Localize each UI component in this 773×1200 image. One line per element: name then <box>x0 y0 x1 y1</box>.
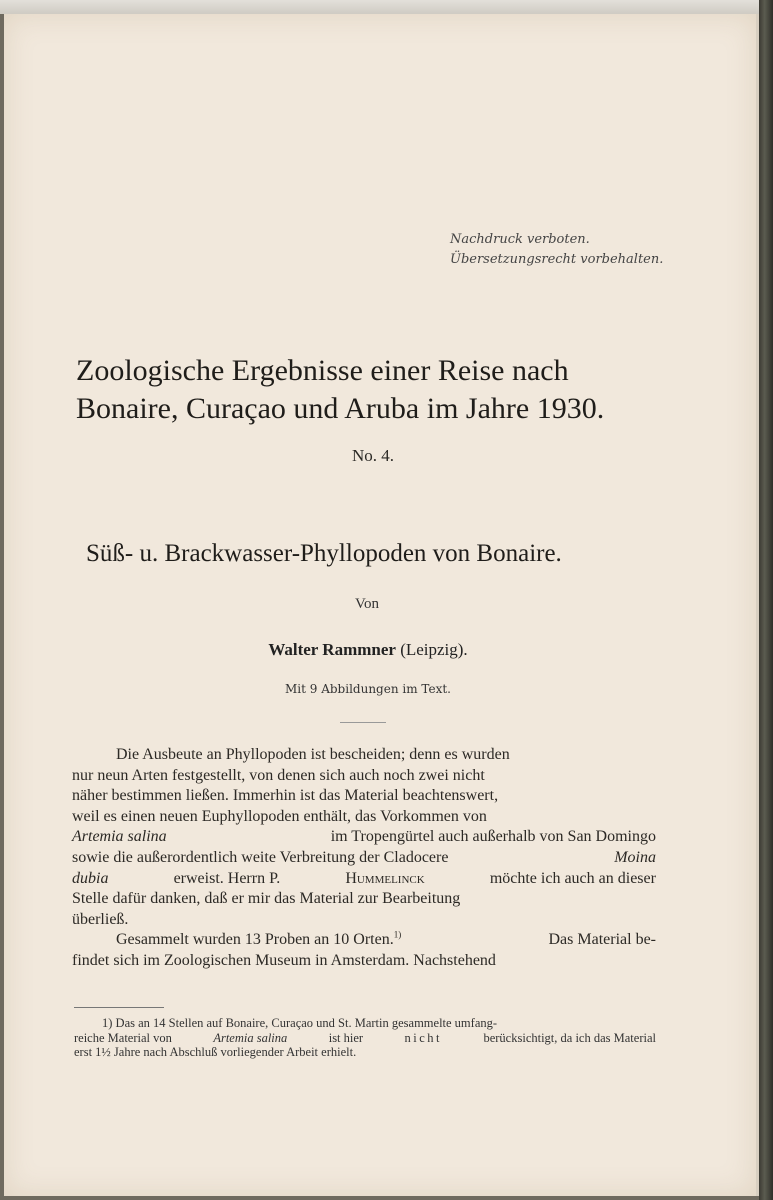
person-name: Hummelinck <box>345 869 425 887</box>
text-line: Stelle dafür danken, daß er mir das Material zur Bearbeitung <box>72 890 461 908</box>
text-fragment: reiche Material von <box>74 1030 172 1045</box>
text-fragment: möchte ich auch an dieser <box>489 869 656 887</box>
footnote-divider <box>74 1007 164 1008</box>
footnote-line: erst 1½ Jahre nach Abschluß vorliegender Arbeit erhielt. <box>74 1045 357 1059</box>
series-number: No. 4. <box>351 446 395 465</box>
text-fragment: berücksichtigt, da ich das Material <box>483 1030 656 1045</box>
text-line: näher bestimmen ließen. Immerhin ist das Material beachtenswert, <box>72 787 499 805</box>
footnote-line <box>74 1031 656 1046</box>
title-line-2: Bonaire, Curaçao und Aruba im Jahre 1930. <box>76 392 605 425</box>
footnote <box>74 1016 656 1060</box>
byline-von: Von <box>355 596 379 612</box>
text-fragment: sowie die außerordentlich weite Verbreitung der Cladocere <box>72 848 449 866</box>
text-line <box>72 848 656 869</box>
notice-line-2: Übersetzungsrecht vorbehalten. <box>450 252 664 267</box>
title-divider <box>340 722 386 723</box>
text-fragment <box>116 930 401 951</box>
scan-background <box>0 0 773 14</box>
copyright-notice <box>450 230 710 270</box>
series-title <box>76 352 676 428</box>
text-line <box>72 827 656 848</box>
page-edge <box>756 14 759 1196</box>
text-fragment: erweist. Herrn P. <box>173 869 281 887</box>
book-cover-edge <box>759 0 773 1200</box>
text-fragment: im Tropengürtel auch außerhalb von San Domingo <box>330 828 656 846</box>
text-line: nur neun Arten festgestellt, von denen sich auch noch zwei nicht <box>72 766 485 784</box>
notice-line-1: Nachdruck verboten. <box>450 232 590 247</box>
text-fragment: Gesammelt wurden 13 Proben an 10 Orten. <box>116 931 394 949</box>
footnote-line: 1) Das an 14 Stellen auf Bonaire, Curaçao und St. Martin gesammelte umfang- <box>102 1016 498 1030</box>
body-text <box>72 745 656 972</box>
text-line: findet sich im Zoologischen Museum in Amsterdam. Nachstehend <box>72 951 496 969</box>
text-fragment: ist hier <box>328 1030 364 1045</box>
text-fragment: Das Material be- <box>548 931 656 949</box>
footnote-marker: 1) <box>393 930 402 941</box>
text-line: überließ. <box>72 910 129 928</box>
text-line: weil es einen neuen Euphyllopoden enthält, das Vorkommen von <box>72 807 487 825</box>
author-line <box>0 640 736 660</box>
author-name: Walter Rammner <box>268 640 396 659</box>
article-title: Süß- u. Brackwasser-Phyllopoden von Bonaire. <box>86 540 562 567</box>
species-name: dubia <box>72 869 109 887</box>
title-line-1: Zoologische Ergebnisse einer Reise nach <box>76 354 569 387</box>
emphasized-word: nicht <box>404 1030 443 1045</box>
species-name: Moina <box>614 848 656 866</box>
author-place: (Leipzig). <box>400 640 468 659</box>
text-line <box>72 930 656 951</box>
text-line <box>72 869 656 890</box>
text-line: Die Ausbeute an Phyllopoden ist bescheiden; denn es wurden <box>116 746 510 763</box>
species-name: Artemia salina <box>72 828 167 846</box>
figures-note: Mit 9 Abbildungen im Text. <box>285 682 451 696</box>
species-name: Artemia salina <box>213 1030 288 1045</box>
